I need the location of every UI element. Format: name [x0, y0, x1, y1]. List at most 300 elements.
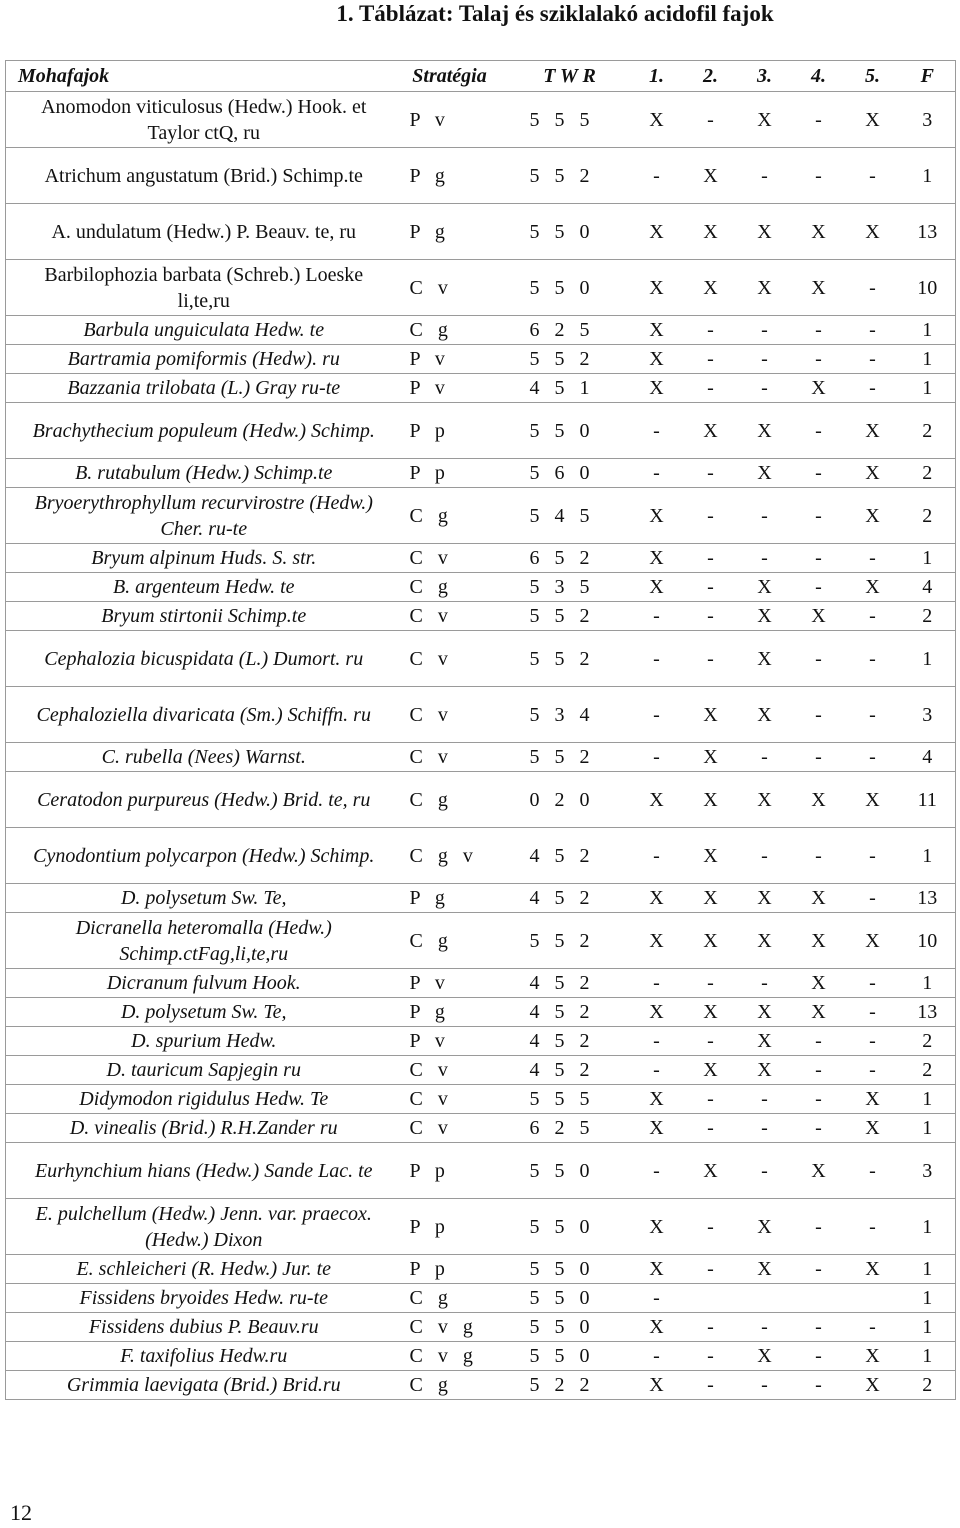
species-name-cell: Grimmia laevigata (Brid.) Brid.ru [6, 1371, 390, 1400]
frequency-cell: 4 [900, 573, 956, 602]
site-2-cell: X [684, 204, 738, 260]
table-row [6, 1284, 956, 1313]
site-2-cell: - [684, 1114, 738, 1143]
species-name-cell: Cephalozia bicuspidata (L.) Dumort. ru [6, 631, 390, 687]
site-2-cell: - [684, 573, 738, 602]
site-2-cell: X [684, 998, 738, 1027]
species-name-cell: Bryum alpinum Huds. S. str. [6, 544, 390, 573]
table-row [6, 913, 956, 969]
species-name-cell: Eurhynchium hians (Hedw.) Sande Lac. te [6, 1143, 390, 1199]
site-5-cell: X [846, 92, 900, 148]
table-row [6, 1085, 956, 1114]
species-name-cell: D. spurium Hedw. [6, 1027, 390, 1056]
strategy-cell: P g [390, 998, 510, 1027]
site-4-cell: - [792, 544, 846, 573]
twr-cell: 5 5 0 [510, 403, 630, 459]
site-5-cell: - [846, 1199, 900, 1255]
site-1-cell: X [630, 1313, 684, 1342]
frequency-cell: 1 [900, 1114, 956, 1143]
site-1-cell: - [630, 1027, 684, 1056]
site-4-cell: X [792, 772, 846, 828]
species-name-cell: D. vinealis (Brid.) R.H.Zander ru [6, 1114, 390, 1143]
table-row [6, 260, 956, 316]
frequency-cell: 1 [900, 1085, 956, 1114]
site-3-cell: - [738, 1114, 792, 1143]
site-3-cell: X [738, 1342, 792, 1371]
species-name-cell: Barbilophozia barbata (Schreb.) Loeske li,te,ru [6, 260, 390, 316]
frequency-cell: 1 [900, 1313, 956, 1342]
species-name-cell: B. rutabulum (Hedw.) Schimp.te [6, 459, 390, 488]
species-name-cell: B. argenteum Hedw. te [6, 573, 390, 602]
frequency-cell: 13 [900, 884, 956, 913]
site-3-cell: X [738, 1027, 792, 1056]
strategy-cell: C g [390, 772, 510, 828]
strategy-cell: P p [390, 403, 510, 459]
table-row [6, 1255, 956, 1284]
strategy-cell: C g v [390, 828, 510, 884]
twr-cell: 5 5 2 [510, 631, 630, 687]
site-1-cell: - [630, 148, 684, 204]
species-name-cell: Brachythecium populeum (Hedw.) Schimp. [6, 403, 390, 459]
site-3-cell: X [738, 459, 792, 488]
site-1-cell: - [630, 631, 684, 687]
site-4-cell: X [792, 204, 846, 260]
site-5-cell: X [846, 488, 900, 544]
site-1-cell: X [630, 260, 684, 316]
page-number: 12 [10, 1500, 32, 1525]
header-col-4: 4. [792, 61, 846, 92]
strategy-cell: C v [390, 602, 510, 631]
site-3-cell: X [738, 260, 792, 316]
site-3-cell: - [738, 374, 792, 403]
table-row [6, 631, 956, 687]
site-1-cell: - [630, 743, 684, 772]
site-2-cell: - [684, 316, 738, 345]
site-1-cell: X [630, 488, 684, 544]
strategy-cell: C v g [390, 1342, 510, 1371]
species-name-cell: Bazzania trilobata (L.) Gray ru-te [6, 374, 390, 403]
site-2-cell: - [684, 1085, 738, 1114]
site-1-cell: X [630, 772, 684, 828]
strategy-cell: C v [390, 1085, 510, 1114]
site-1-cell: X [630, 1199, 684, 1255]
table-row [6, 345, 956, 374]
site-4-cell: X [792, 884, 846, 913]
twr-cell: 5 5 2 [510, 913, 630, 969]
site-5-cell: - [846, 148, 900, 204]
frequency-cell: 2 [900, 488, 956, 544]
site-1-cell: X [630, 1085, 684, 1114]
twr-cell: 5 5 5 [510, 92, 630, 148]
twr-cell: 5 5 2 [510, 345, 630, 374]
table-row [6, 1027, 956, 1056]
frequency-cell: 13 [900, 998, 956, 1027]
twr-cell: 5 5 0 [510, 1342, 630, 1371]
species-name-cell: E. pulchellum (Hedw.) Jenn. var. praecox. (Hedw.) Dixon [6, 1199, 390, 1255]
site-3-cell: - [738, 1313, 792, 1342]
site-5-cell: - [846, 998, 900, 1027]
header-strategy: Stratégia [390, 61, 510, 92]
frequency-cell: 1 [900, 1255, 956, 1284]
site-2-cell: X [684, 828, 738, 884]
site-1-cell: X [630, 573, 684, 602]
site-3-cell: X [738, 631, 792, 687]
species-name-cell: Atrichum angustatum (Brid.) Schimp.te [6, 148, 390, 204]
strategy-cell: P p [390, 1199, 510, 1255]
twr-cell: 5 5 0 [510, 1313, 630, 1342]
frequency-cell: 2 [900, 1027, 956, 1056]
site-5-cell: - [846, 602, 900, 631]
site-4-cell: - [792, 1027, 846, 1056]
site-1-cell: X [630, 544, 684, 573]
frequency-cell: 10 [900, 260, 956, 316]
strategy-cell: C v [390, 260, 510, 316]
site-4-cell: - [792, 1085, 846, 1114]
frequency-cell: 1 [900, 1284, 956, 1313]
site-2-cell: X [684, 884, 738, 913]
site-4-cell: X [792, 913, 846, 969]
table-row [6, 743, 956, 772]
site-3-cell: X [738, 772, 792, 828]
site-4-cell: X [792, 969, 846, 998]
site-2-cell: - [684, 488, 738, 544]
twr-cell: 5 5 2 [510, 148, 630, 204]
site-3-cell: X [738, 687, 792, 743]
site-5-cell: - [846, 631, 900, 687]
species-name-cell: D. tauricum Sapjegin ru [6, 1056, 390, 1085]
species-name-cell: Ceratodon purpureus (Hedw.) Brid. te, ru [6, 772, 390, 828]
twr-cell: 5 4 5 [510, 488, 630, 544]
site-2-cell: - [684, 92, 738, 148]
species-name-cell: A. undulatum (Hedw.) P. Beauv. te, ru [6, 204, 390, 260]
site-2-cell: X [684, 913, 738, 969]
site-3-cell: - [738, 969, 792, 998]
header-col-2: 2. [684, 61, 738, 92]
site-2-cell: - [684, 374, 738, 403]
site-2-cell: X [684, 260, 738, 316]
site-4-cell: - [792, 1199, 846, 1255]
site-3-cell: - [738, 1085, 792, 1114]
site-5-cell: X [846, 1371, 900, 1400]
frequency-cell: 4 [900, 743, 956, 772]
site-5-cell: X [846, 1342, 900, 1371]
table-row [6, 316, 956, 345]
site-1-cell: X [630, 998, 684, 1027]
site-1-cell: - [630, 1143, 684, 1199]
site-1-cell: X [630, 374, 684, 403]
site-5-cell: X [846, 573, 900, 602]
site-2-cell: - [684, 1255, 738, 1284]
site-5-cell: - [846, 828, 900, 884]
site-3-cell: X [738, 1056, 792, 1085]
site-5-cell: - [846, 1143, 900, 1199]
twr-cell: 4 5 2 [510, 828, 630, 884]
site-4-cell: - [792, 488, 846, 544]
site-3-cell: - [738, 316, 792, 345]
site-2-cell: - [684, 631, 738, 687]
strategy-cell: C g [390, 573, 510, 602]
site-3-cell: - [738, 1143, 792, 1199]
table-row [6, 1114, 956, 1143]
site-2-cell: - [684, 1027, 738, 1056]
site-2-cell: - [684, 544, 738, 573]
frequency-cell: 3 [900, 92, 956, 148]
species-name-cell: Anomodon viticulosus (Hedw.) Hook. et Taylor ctQ, ru [6, 92, 390, 148]
site-4-cell: - [792, 316, 846, 345]
header-col-1: 1. [630, 61, 684, 92]
strategy-cell: C g [390, 488, 510, 544]
header-species: Mohafajok [6, 61, 390, 92]
site-3-cell: X [738, 403, 792, 459]
species-name-cell: Bartramia pomiformis (Hedw). ru [6, 345, 390, 374]
strategy-cell: P g [390, 148, 510, 204]
site-2-cell: - [684, 602, 738, 631]
species-name-cell: D. polysetum Sw. Te, [6, 998, 390, 1027]
strategy-cell: C v [390, 1114, 510, 1143]
twr-cell: 5 3 4 [510, 687, 630, 743]
table-row [6, 772, 956, 828]
site-2-cell: X [684, 743, 738, 772]
twr-cell: 6 5 2 [510, 544, 630, 573]
site-1-cell: X [630, 884, 684, 913]
site-5-cell: - [846, 687, 900, 743]
site-1-cell: X [630, 316, 684, 345]
frequency-cell: 1 [900, 544, 956, 573]
twr-cell: 5 5 2 [510, 602, 630, 631]
site-4-cell: - [792, 1371, 846, 1400]
site-4-cell: X [792, 998, 846, 1027]
strategy-cell: C g [390, 913, 510, 969]
site-1-cell: X [630, 204, 684, 260]
site-4-cell: - [792, 743, 846, 772]
table-row [6, 687, 956, 743]
site-3-cell: X [738, 602, 792, 631]
site-1-cell: X [630, 1114, 684, 1143]
twr-cell: 4 5 2 [510, 884, 630, 913]
frequency-cell: 2 [900, 1371, 956, 1400]
page-title: 1. Táblázat: Talaj és sziklalakó acidofil fajok [336, 1, 774, 26]
site-3-cell: - [738, 148, 792, 204]
twr-cell: 4 5 1 [510, 374, 630, 403]
site-4-cell: - [792, 631, 846, 687]
frequency-cell: 10 [900, 913, 956, 969]
species-name-cell: F. taxifolius Hedw.ru [6, 1342, 390, 1371]
site-5-cell: - [846, 1313, 900, 1342]
site-3-cell: X [738, 92, 792, 148]
twr-cell: 4 5 2 [510, 998, 630, 1027]
twr-cell: 5 5 0 [510, 204, 630, 260]
species-name-cell: Bryoerythrophyllum recurvirostre (Hedw.) Cher. ru-te [6, 488, 390, 544]
site-5-cell: X [846, 1085, 900, 1114]
site-1-cell: - [630, 602, 684, 631]
site-3-cell: - [738, 488, 792, 544]
frequency-cell: 2 [900, 403, 956, 459]
species-name-cell: D. polysetum Sw. Te, [6, 884, 390, 913]
table-row [6, 403, 956, 459]
site-2-cell: X [684, 148, 738, 204]
table-row [6, 459, 956, 488]
site-3-cell: X [738, 1255, 792, 1284]
frequency-cell: 2 [900, 602, 956, 631]
site-1-cell: X [630, 92, 684, 148]
frequency-cell: 1 [900, 1199, 956, 1255]
header-col-3: 3. [738, 61, 792, 92]
table-row [6, 544, 956, 573]
strategy-cell: C v [390, 544, 510, 573]
strategy-cell: P v [390, 969, 510, 998]
site-5-cell: - [846, 1056, 900, 1085]
site-5-cell: X [846, 403, 900, 459]
frequency-cell: 1 [900, 374, 956, 403]
site-3-cell [738, 1284, 792, 1313]
site-1-cell: - [630, 1342, 684, 1371]
site-4-cell: - [792, 1255, 846, 1284]
site-3-cell: X [738, 1199, 792, 1255]
site-4-cell: X [792, 1143, 846, 1199]
site-5-cell: - [846, 1027, 900, 1056]
strategy-cell: P p [390, 1255, 510, 1284]
site-1-cell: - [630, 687, 684, 743]
site-3-cell: X [738, 998, 792, 1027]
site-2-cell [684, 1284, 738, 1313]
site-5-cell: - [846, 969, 900, 998]
table-row [6, 1199, 956, 1255]
frequency-cell: 1 [900, 828, 956, 884]
frequency-cell: 3 [900, 1143, 956, 1199]
site-4-cell: - [792, 828, 846, 884]
site-3-cell: - [738, 1371, 792, 1400]
site-4-cell: - [792, 92, 846, 148]
species-table [5, 60, 956, 1400]
table-row [6, 998, 956, 1027]
table-row [6, 969, 956, 998]
table-row [6, 1313, 956, 1342]
site-4-cell [792, 1284, 846, 1313]
site-5-cell: X [846, 1255, 900, 1284]
site-2-cell: - [684, 1313, 738, 1342]
site-4-cell: - [792, 459, 846, 488]
site-1-cell: X [630, 345, 684, 374]
site-3-cell: - [738, 828, 792, 884]
site-3-cell: X [738, 573, 792, 602]
frequency-cell: 1 [900, 345, 956, 374]
site-5-cell: - [846, 544, 900, 573]
table-row [6, 602, 956, 631]
table-row [6, 204, 956, 260]
site-2-cell: X [684, 687, 738, 743]
twr-cell: 6 2 5 [510, 316, 630, 345]
site-4-cell: - [792, 573, 846, 602]
strategy-cell: C g [390, 316, 510, 345]
header-twr: T W R [510, 61, 630, 92]
site-4-cell: - [792, 345, 846, 374]
species-name-cell: Bryum stirtonii Schimp.te [6, 602, 390, 631]
site-1-cell: - [630, 828, 684, 884]
site-1-cell: - [630, 403, 684, 459]
site-4-cell: - [792, 148, 846, 204]
twr-cell: 0 2 0 [510, 772, 630, 828]
site-1-cell: X [630, 913, 684, 969]
site-3-cell: - [738, 345, 792, 374]
site-3-cell: - [738, 544, 792, 573]
species-name-cell: Barbula unguiculata Hedw. te [6, 316, 390, 345]
table-row [6, 573, 956, 602]
strategy-cell: C v [390, 687, 510, 743]
site-1-cell: X [630, 1371, 684, 1400]
twr-cell: 4 5 2 [510, 969, 630, 998]
site-5-cell: X [846, 1114, 900, 1143]
species-name-cell: Dicranella heteromalla (Hedw.) Schimp.ctFag,li,te,ru [6, 913, 390, 969]
twr-cell: 5 2 2 [510, 1371, 630, 1400]
site-4-cell: - [792, 1313, 846, 1342]
table-row [6, 148, 956, 204]
site-4-cell: X [792, 260, 846, 316]
table-row [6, 488, 956, 544]
twr-cell: 5 5 5 [510, 1085, 630, 1114]
frequency-cell: 2 [900, 459, 956, 488]
site-1-cell: - [630, 1056, 684, 1085]
site-5-cell: X [846, 772, 900, 828]
table-row [6, 1342, 956, 1371]
strategy-cell: C v [390, 1056, 510, 1085]
table-row [6, 1371, 956, 1400]
site-2-cell: - [684, 1342, 738, 1371]
twr-cell: 5 5 0 [510, 260, 630, 316]
site-5-cell: - [846, 374, 900, 403]
site-5-cell: X [846, 913, 900, 969]
site-4-cell: - [792, 687, 846, 743]
strategy-cell: C v [390, 631, 510, 687]
strategy-cell: P p [390, 459, 510, 488]
table-row [6, 828, 956, 884]
species-name-cell: Fissidens bryoides Hedw. ru-te [6, 1284, 390, 1313]
site-3-cell: - [738, 743, 792, 772]
table-row [6, 884, 956, 913]
header-frequency: F [900, 61, 956, 92]
site-2-cell: - [684, 345, 738, 374]
strategy-cell: C v [390, 743, 510, 772]
site-3-cell: X [738, 204, 792, 260]
twr-cell: 5 5 0 [510, 1255, 630, 1284]
site-5-cell: - [846, 884, 900, 913]
strategy-cell: P v [390, 1027, 510, 1056]
strategy-cell: P g [390, 204, 510, 260]
site-1-cell: - [630, 459, 684, 488]
frequency-cell: 1 [900, 316, 956, 345]
twr-cell: 5 5 0 [510, 1199, 630, 1255]
frequency-cell: 1 [900, 631, 956, 687]
site-4-cell: - [792, 403, 846, 459]
twr-cell: 5 5 2 [510, 743, 630, 772]
site-2-cell: X [684, 772, 738, 828]
site-5-cell: X [846, 204, 900, 260]
twr-cell: 4 5 2 [510, 1027, 630, 1056]
twr-cell: 5 5 0 [510, 1284, 630, 1313]
frequency-cell: 1 [900, 1342, 956, 1371]
site-1-cell: X [630, 1255, 684, 1284]
frequency-cell: 3 [900, 687, 956, 743]
species-name-cell: Cynodontium polycarpon (Hedw.) Schimp. [6, 828, 390, 884]
table-row [6, 1056, 956, 1085]
header-col-5: 5. [846, 61, 900, 92]
site-4-cell: - [792, 1342, 846, 1371]
site-5-cell: - [846, 260, 900, 316]
frequency-cell: 13 [900, 204, 956, 260]
site-5-cell: - [846, 316, 900, 345]
strategy-cell: P p [390, 1143, 510, 1199]
site-2-cell: - [684, 459, 738, 488]
table-row [6, 92, 956, 148]
